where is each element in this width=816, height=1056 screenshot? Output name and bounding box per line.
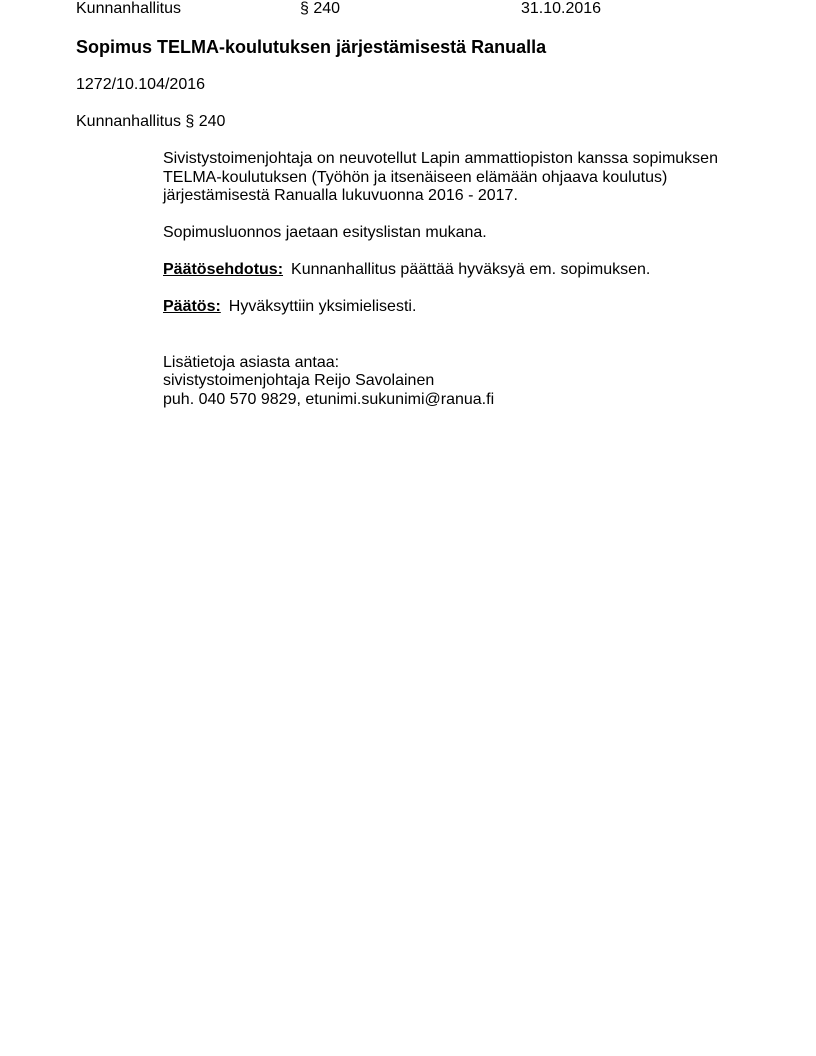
- contact-person: sivistystoimenjohtaja Reijo Savolainen: [163, 372, 435, 389]
- proposal-text: Kunnanhallitus päättää hyväksyä em. sopimuksen.: [291, 261, 651, 278]
- decision-paragraph: [163, 298, 733, 317]
- decision-label: Päätös:: [163, 298, 221, 315]
- section-reference: Kunnanhallitus § 240: [76, 113, 226, 130]
- header-body-name: Kunnanhallitus: [76, 0, 181, 17]
- body-paragraph-1: Sivistystoimenjohtaja on neuvotellut Lapin ammattiopiston kanssa sopimuksen TELMA-koulutuksen (Työhön ja itsenäiseen elämään ohjaava koulutus) järjestämisestä Ranualla lukuvuonna 2016 - 2017.: [163, 150, 718, 204]
- document-number: 1272/10.104/2016: [76, 76, 206, 93]
- body-paragraph-2: Sopimusluonnos jaetaan esityslistan mukana.: [163, 224, 487, 241]
- document-title: Sopimus TELMA-koulutuksen järjestämisestä Ranualla: [76, 37, 547, 57]
- proposal-paragraph: [163, 261, 733, 280]
- header-date: 31.10.2016: [521, 0, 602, 17]
- decision-text: Hyväksyttiin yksimielisesti.: [228, 298, 417, 315]
- document-body: [163, 150, 733, 409]
- contact-intro: Lisätietoja asiasta antaa:: [163, 353, 340, 371]
- spacer: [163, 335, 733, 354]
- page-header: [76, 0, 776, 20]
- header-section-number: § 240: [300, 0, 341, 17]
- proposal-label: Päätösehdotus:: [163, 261, 284, 278]
- contact-phone-email: puh. 040 570 9829, etunimi.sukunimi@ranua.fi: [163, 390, 495, 408]
- contact-info: [163, 354, 733, 410]
